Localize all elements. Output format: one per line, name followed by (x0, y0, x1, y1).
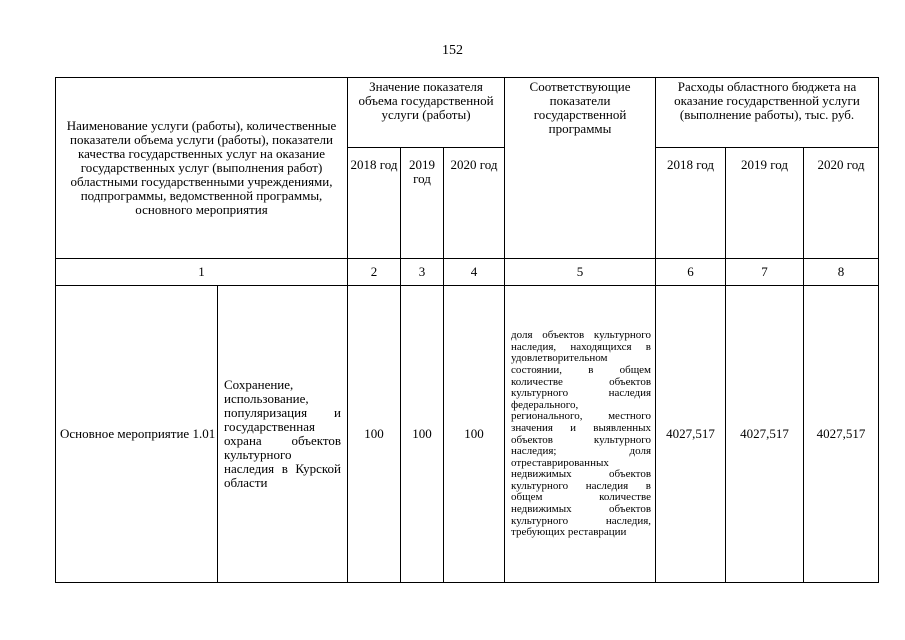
column-number: 2 (348, 259, 401, 286)
header-volume: Значение показателя объема государственной услуги (работы) (348, 78, 505, 148)
header-volume-year: 2019 год (401, 148, 444, 259)
program-indicators: доля объектов культурного наследия, находящихся в удовлетворительном состоянии, в общем количестве объектов культурного наследия федерального, регионального, местного значения и выявленных объектов культурного наследия; доля отреставрированных недвижимых объектов культурного наследия в общем количестве недвижимых объектов культурного наследия, требующих реставрации (505, 286, 656, 583)
header-volume-year: 2018 год (348, 148, 401, 259)
header-indicators: Соответствующие показатели государственной программы (505, 78, 656, 259)
column-number: 5 (505, 259, 656, 286)
column-number: 4 (444, 259, 505, 286)
volume-value: 100 (444, 286, 505, 583)
volume-value: 100 (401, 286, 444, 583)
service-name: Сохранение, использование, популяризация и государственная охрана объектов культурного наследия в Курской области (218, 286, 348, 583)
column-number: 7 (726, 259, 804, 286)
header-expense-year: 2018 год (656, 148, 726, 259)
volume-value: 100 (348, 286, 401, 583)
expense-value: 4027,517 (656, 286, 726, 583)
expense-value: 4027,517 (804, 286, 879, 583)
header-expense-year: 2019 год (726, 148, 804, 259)
header-name: Наименование услуги (работы), количественные показатели объема услуги (работы), показатели качества государственных услуг на оказание государственных услуг (выполнения работ) областными государственными учреждениями, подпрограммы, ведомственной программы, основного мероприятия (56, 78, 348, 259)
table-row (56, 286, 879, 583)
column-number: 6 (656, 259, 726, 286)
measure-name: Основное мероприятие 1.01 (56, 286, 218, 583)
budget-table (55, 77, 879, 583)
header-expenses: Расходы областного бюджета на оказание государственной услуги (выполнение работы), тыс. руб. (656, 78, 879, 148)
header-expense-year: 2020 год (804, 148, 879, 259)
column-number: 1 (56, 259, 348, 286)
header-volume-year: 2020 год (444, 148, 505, 259)
page-number: 152 (442, 43, 463, 58)
expense-value: 4027,517 (726, 286, 804, 583)
column-number: 8 (804, 259, 879, 286)
column-number: 3 (401, 259, 444, 286)
